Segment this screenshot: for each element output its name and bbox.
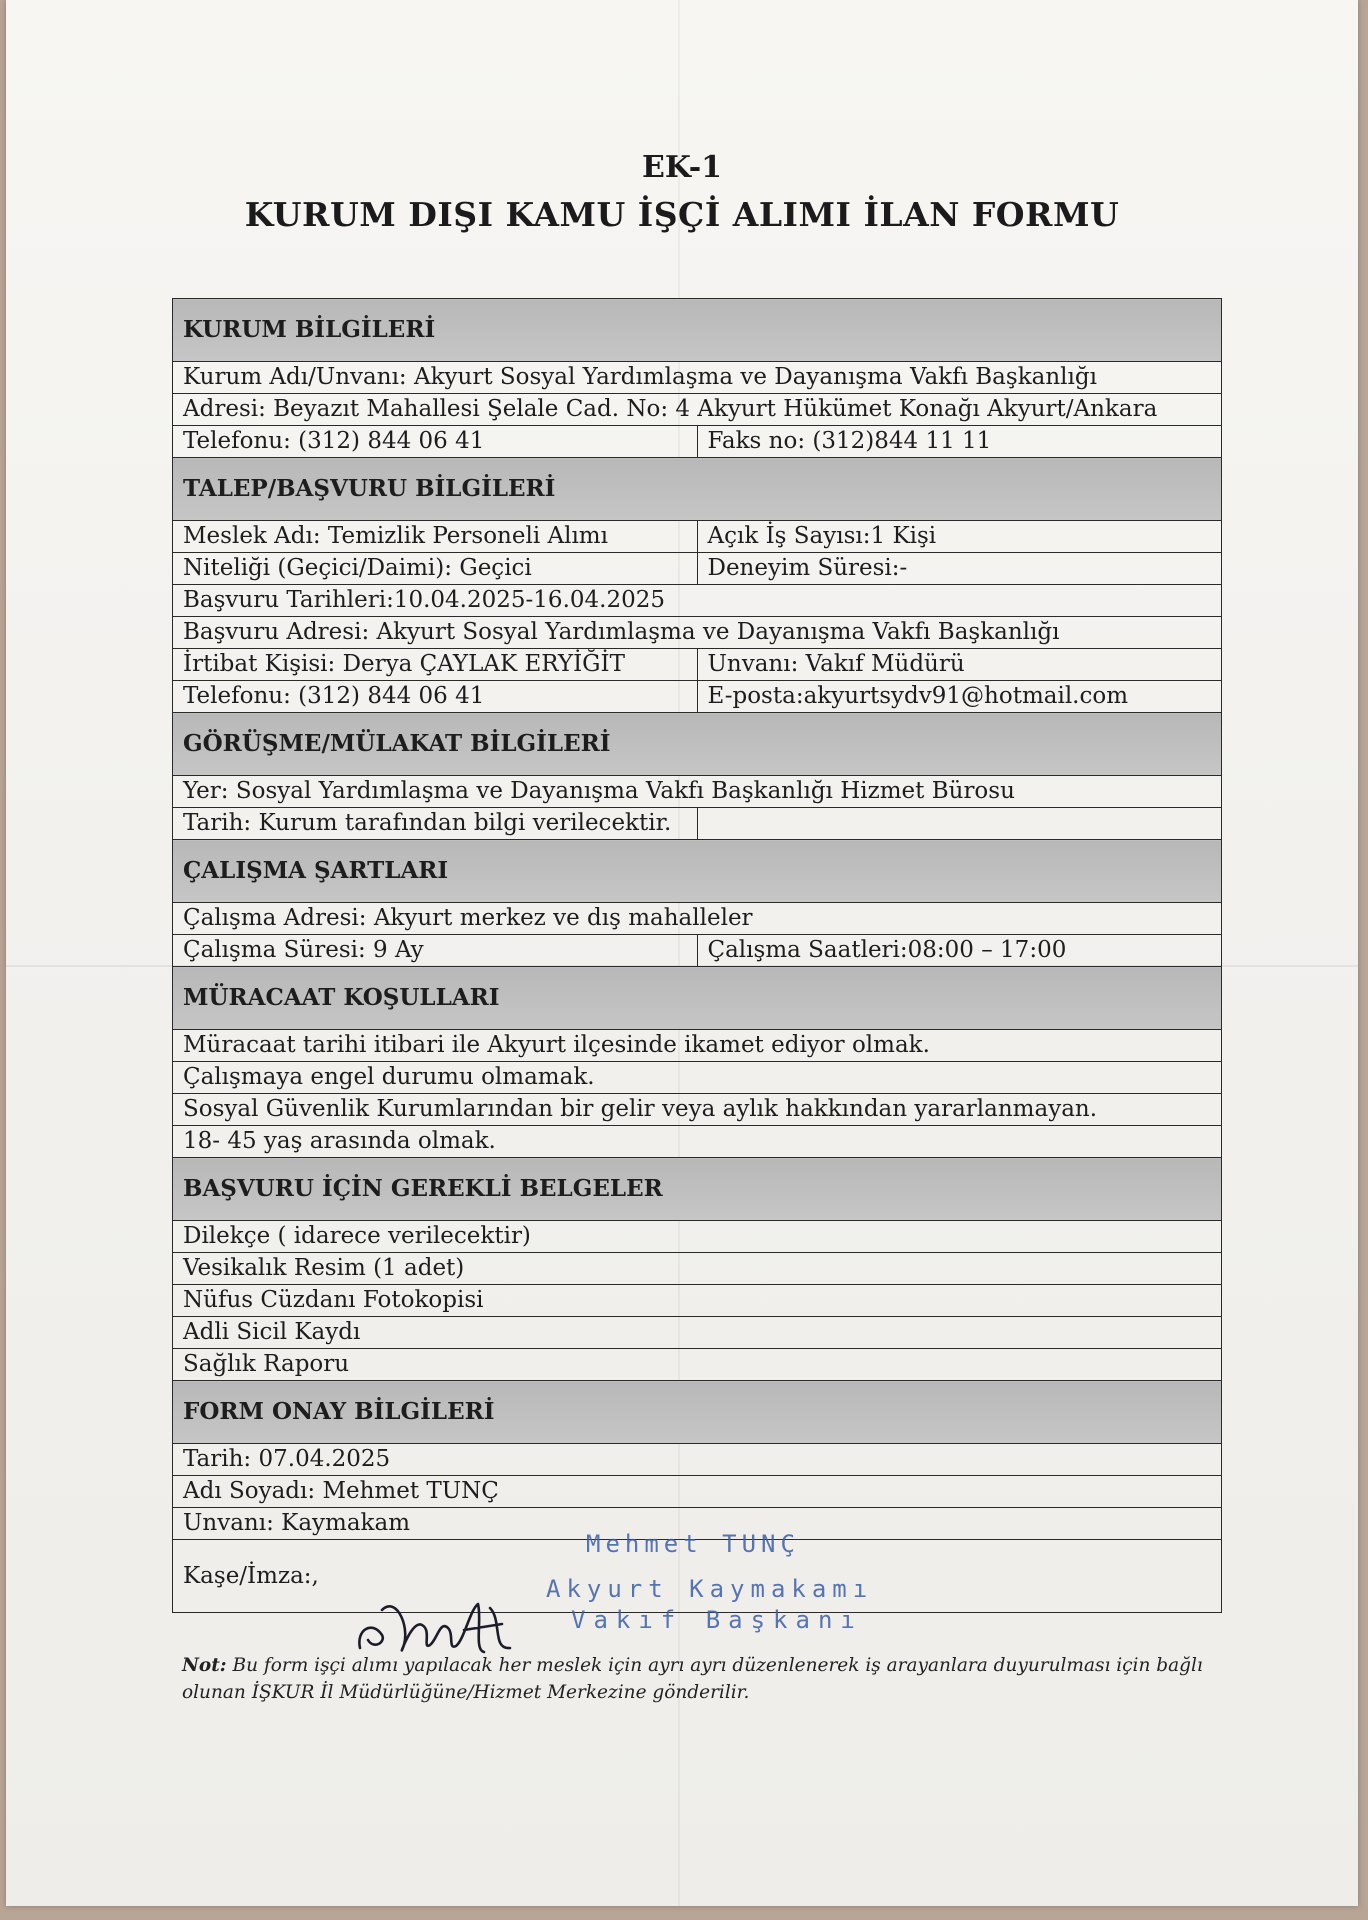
- onay-kase: Kaşe/İmza:,: [173, 1540, 1222, 1613]
- gorusme-yer: Yer: Sosyal Yardımlaşma ve Dayanışma Vakfı Başkanlığı Hizmet Bürosu: [173, 776, 1222, 808]
- kurum-faks: Faks no: (312)844 11 11: [697, 426, 1222, 458]
- talep-tarihler: Başvuru Tarihleri:10.04.2025-16.04.2025: [173, 585, 1222, 617]
- section-belgeler: BAŞVURU İÇİN GEREKLİ BELGELER: [173, 1158, 1222, 1221]
- talep-acik-is: Açık İş Sayısı:1 Kişi: [697, 521, 1222, 553]
- belge-item: Sağlık Raporu: [173, 1349, 1222, 1381]
- belge-item: Vesikalık Resim (1 adet): [173, 1253, 1222, 1285]
- kurum-adres: Adresi: Beyazıt Mahallesi Şelale Cad. No: 4 Akyurt Hükümet Konağı Akyurt/Ankara: [173, 394, 1222, 426]
- stamp-line-1: Akyurt Kaymakamı: [546, 1575, 874, 1603]
- gorusme-empty: [697, 808, 1222, 840]
- talep-eposta: E-posta:akyurtsydv91@hotmail.com: [697, 681, 1222, 713]
- section-kurum: KURUM BİLGİLERİ: [173, 299, 1222, 362]
- annex-label: EK-1: [641, 150, 723, 185]
- section-muracaat: MÜRACAAT KOŞULLARI: [173, 967, 1222, 1030]
- calisma-saatler: Çalışma Saatleri:08:00 – 17:00: [697, 935, 1222, 967]
- form-paper: [6, 0, 1358, 1906]
- belge-item: Dilekçe ( idarece verilecektir): [173, 1221, 1222, 1253]
- talep-deneyim: Deneyim Süresi:-: [697, 553, 1222, 585]
- muracaat-item: Müracaat tarihi itibari ile Akyurt ilçesinde ikamet ediyor olmak.: [173, 1030, 1222, 1062]
- belge-item: Nüfus Cüzdanı Fotokopisi: [173, 1285, 1222, 1317]
- belge-item: Adli Sicil Kaydı: [173, 1317, 1222, 1349]
- talep-telefon: Telefonu: (312) 844 06 41: [173, 681, 698, 713]
- section-talep: TALEP/BAŞVURU BİLGİLERİ: [173, 458, 1222, 521]
- form-table: [172, 298, 1222, 1613]
- note-label: Not:: [182, 1655, 227, 1676]
- calisma-adres: Çalışma Adresi: Akyurt merkez ve dış mahalleler: [173, 903, 1222, 935]
- calisma-sure: Çalışma Süresi: 9 Ay: [173, 935, 698, 967]
- note-text: Bu form işçi alımı yapılacak her meslek için ayrı ayrı düzenlenerek iş arayanlara duyurulması için bağlı olunan İŞKUR İl Müdürlüğüne/Hizmet Merkezine gönderilir.: [182, 1655, 1203, 1703]
- stamp-line-2: Vakıf Başkanı: [571, 1606, 863, 1634]
- onay-unvan: Unvanı: Kaymakam: [173, 1508, 1222, 1540]
- gorusme-tarih: Tarih: Kurum tarafından bilgi verilecektir.: [173, 808, 698, 840]
- kurum-adi: Kurum Adı/Unvanı: Akyurt Sosyal Yardımlaşma ve Dayanışma Vakfı Başkanlığı: [173, 362, 1222, 394]
- form-title: KURUM DIŞI KAMU İŞÇİ ALIMI İLAN FORMU: [244, 195, 1120, 234]
- talep-adres: Başvuru Adresi: Akyurt Sosyal Yardımlaşma ve Dayanışma Vakfı Başkanlığı: [173, 617, 1222, 649]
- stamp-name: Mehmet TUNÇ: [586, 1530, 800, 1558]
- footer-note: [182, 1652, 1232, 1706]
- onay-adi: Adı Soyadı: Mehmet TUNÇ: [173, 1476, 1222, 1508]
- muracaat-item: 18- 45 yaş arasında olmak.: [173, 1126, 1222, 1158]
- section-calisma: ÇALIŞMA ŞARTLARI: [173, 840, 1222, 903]
- talep-meslek: Meslek Adı: Temizlik Personeli Alımı: [173, 521, 698, 553]
- muracaat-item: Çalışmaya engel durumu olmamak.: [173, 1062, 1222, 1094]
- onay-tarih: Tarih: 07.04.2025: [173, 1444, 1222, 1476]
- section-gorusme: GÖRÜŞME/MÜLAKAT BİLGİLERİ: [173, 713, 1222, 776]
- talep-niteligi: Niteliği (Geçici/Daimi): Geçici: [173, 553, 698, 585]
- muracaat-item: Sosyal Güvenlik Kurumlarından bir gelir veya aylık hakkından yararlanmayan.: [173, 1094, 1222, 1126]
- kurum-telefon: Telefonu: (312) 844 06 41: [173, 426, 698, 458]
- section-onay: FORM ONAY BİLGİLERİ: [173, 1381, 1222, 1444]
- talep-unvan: Unvanı: Vakıf Müdürü: [697, 649, 1222, 681]
- talep-irtibat: İrtibat Kişisi: Derya ÇAYLAK ERYİĞİT: [173, 649, 698, 681]
